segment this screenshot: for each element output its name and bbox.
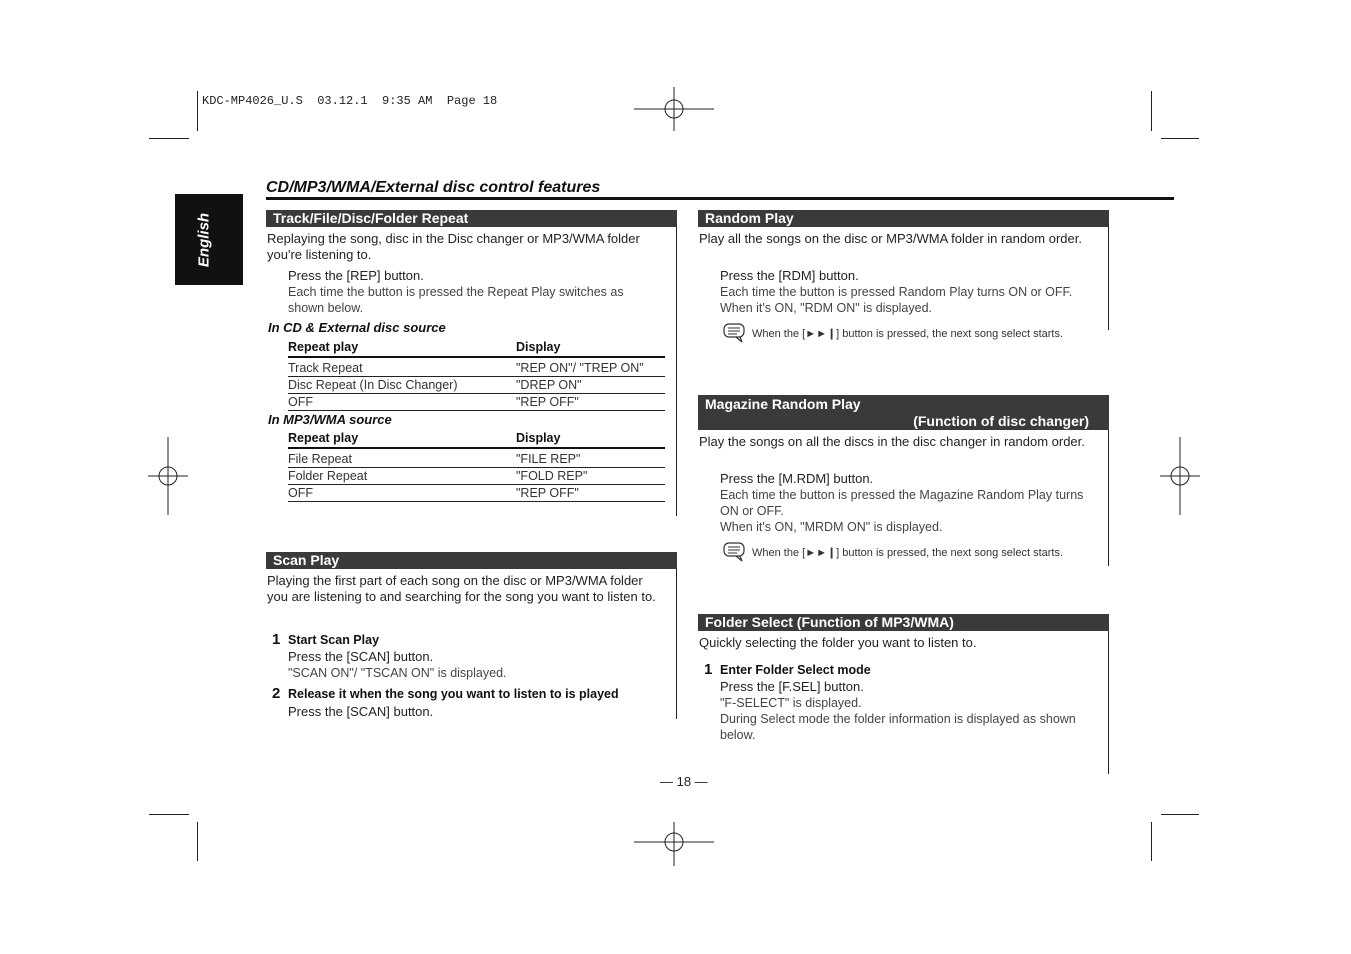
magazine-detail2: When it's ON, "MRDM ON" is displayed. xyxy=(720,520,943,534)
column-divider xyxy=(1108,430,1109,566)
random-intro: Play all the songs on the disc or MP3/WMA folder in random order. xyxy=(699,231,1082,246)
folder-step1-sub2: During Select mode the folder information is displayed as shown below. xyxy=(720,712,1076,742)
registration-mark-bottom xyxy=(634,822,714,866)
magazine-intro: Play the songs on all the discs in the disc changer in random order. xyxy=(699,434,1085,449)
scan-step2-title: Release it when the song you want to listen to is played xyxy=(288,687,619,701)
magazine-instruction: Press the [M.RDM] button. xyxy=(720,471,874,486)
random-note: When the [►►❙] button is pressed, the next song select starts. xyxy=(752,328,1064,340)
crop-mark xyxy=(1161,814,1199,815)
cd-source-label: In CD & External disc source xyxy=(268,320,446,335)
repeat-instruction: Press the [REP] button. xyxy=(288,268,424,283)
scan-step2-text: Press the [SCAN] button. xyxy=(288,704,434,719)
page-title: CD/MP3/WMA/External disc control features xyxy=(266,179,601,196)
folder-step1-number: 1 xyxy=(704,661,713,678)
scan-heading: Scan Play xyxy=(266,552,677,569)
scan-step1-number: 1 xyxy=(272,631,281,648)
table-row: OFF "REP OFF" xyxy=(288,485,665,502)
folder-step1-title: Enter Folder Select mode xyxy=(720,663,871,677)
note-icon xyxy=(722,322,748,344)
column-divider xyxy=(676,569,677,719)
crop-mark xyxy=(149,814,189,815)
repeat-detail: Each time the button is pressed the Repeat Play switches as shown below. xyxy=(288,285,624,315)
page-number: — 18 — xyxy=(660,774,708,789)
registration-mark-right xyxy=(1160,437,1200,515)
magazine-heading-title: Magazine Random Play xyxy=(705,396,861,412)
scan-step2-number: 2 xyxy=(272,685,281,702)
table-row: Folder Repeat "FOLD REP" xyxy=(288,468,665,485)
table-row: Disc Repeat (In Disc Changer) "DREP ON" xyxy=(288,377,665,394)
note-icon xyxy=(722,541,748,563)
language-tab-label: English xyxy=(195,212,213,268)
random-heading: Random Play xyxy=(698,210,1109,227)
table-row: OFF "REP OFF" xyxy=(288,394,665,411)
table-row: Track Repeat "REP ON"/ "TREP ON" xyxy=(288,360,665,377)
crop-mark xyxy=(1151,822,1152,861)
table-header-row: Repeat play Display xyxy=(288,339,665,358)
print-info: KDC-MP4026_U.S 03.12.1 9:35 AM Page 18 xyxy=(202,94,498,108)
scan-step1-sub: "SCAN ON"/ "TSCAN ON" is displayed. xyxy=(288,666,507,680)
crop-mark xyxy=(1151,91,1152,131)
folder-intro: Quickly selecting the folder you want to listen to. xyxy=(699,635,977,650)
crop-mark xyxy=(197,91,198,131)
mp3-source-label: In MP3/WMA source xyxy=(268,412,392,427)
scan-intro: Playing the first part of each song on the disc or MP3/WMA folder you are listening to and searching for the song you want to listen to. xyxy=(267,573,656,604)
column-divider xyxy=(1108,227,1109,330)
repeat-intro: Replaying the song, disc in the Disc changer or MP3/WMA folder you're listening to. xyxy=(267,231,640,262)
scan-step1-title: Start Scan Play xyxy=(288,633,380,647)
magazine-detail: Each time the button is pressed the Magazine Random Play turns ON or OFF. xyxy=(720,488,1084,518)
registration-mark-left xyxy=(148,437,188,515)
column-divider xyxy=(676,227,677,516)
column-divider xyxy=(1108,631,1109,774)
random-detail: Each time the button is pressed Random Play turns ON or OFF. When it's ON, "RDM ON" is displayed. xyxy=(720,285,1073,315)
folder-step1-sub: "F-SELECT" is displayed. xyxy=(720,696,862,710)
crop-mark xyxy=(197,822,198,861)
language-tab xyxy=(175,194,243,285)
magazine-heading xyxy=(698,395,1109,430)
cd-repeat-table xyxy=(288,339,665,411)
magazine-heading-subtitle: (Function of disc changer) xyxy=(913,413,1089,429)
random-instruction: Press the [RDM] button. xyxy=(720,268,859,283)
table-header-row: Repeat play Display xyxy=(288,430,665,449)
repeat-heading: Track/File/Disc/Folder Repeat xyxy=(266,210,677,227)
scan-step1-text: Press the [SCAN] button. xyxy=(288,649,434,664)
crop-mark xyxy=(1161,138,1199,139)
magazine-note: When the [►►❙] button is pressed, the next song select starts. xyxy=(752,547,1064,559)
mp3-repeat-table xyxy=(288,430,665,502)
table-row: File Repeat "FILE REP" xyxy=(288,451,665,468)
registration-mark-top xyxy=(634,87,714,131)
folder-step1-text: Press the [F.SEL] button. xyxy=(720,679,864,694)
folder-heading: Folder Select (Function of MP3/WMA) xyxy=(698,614,1109,631)
crop-mark xyxy=(149,138,189,139)
title-rule xyxy=(266,197,1174,200)
